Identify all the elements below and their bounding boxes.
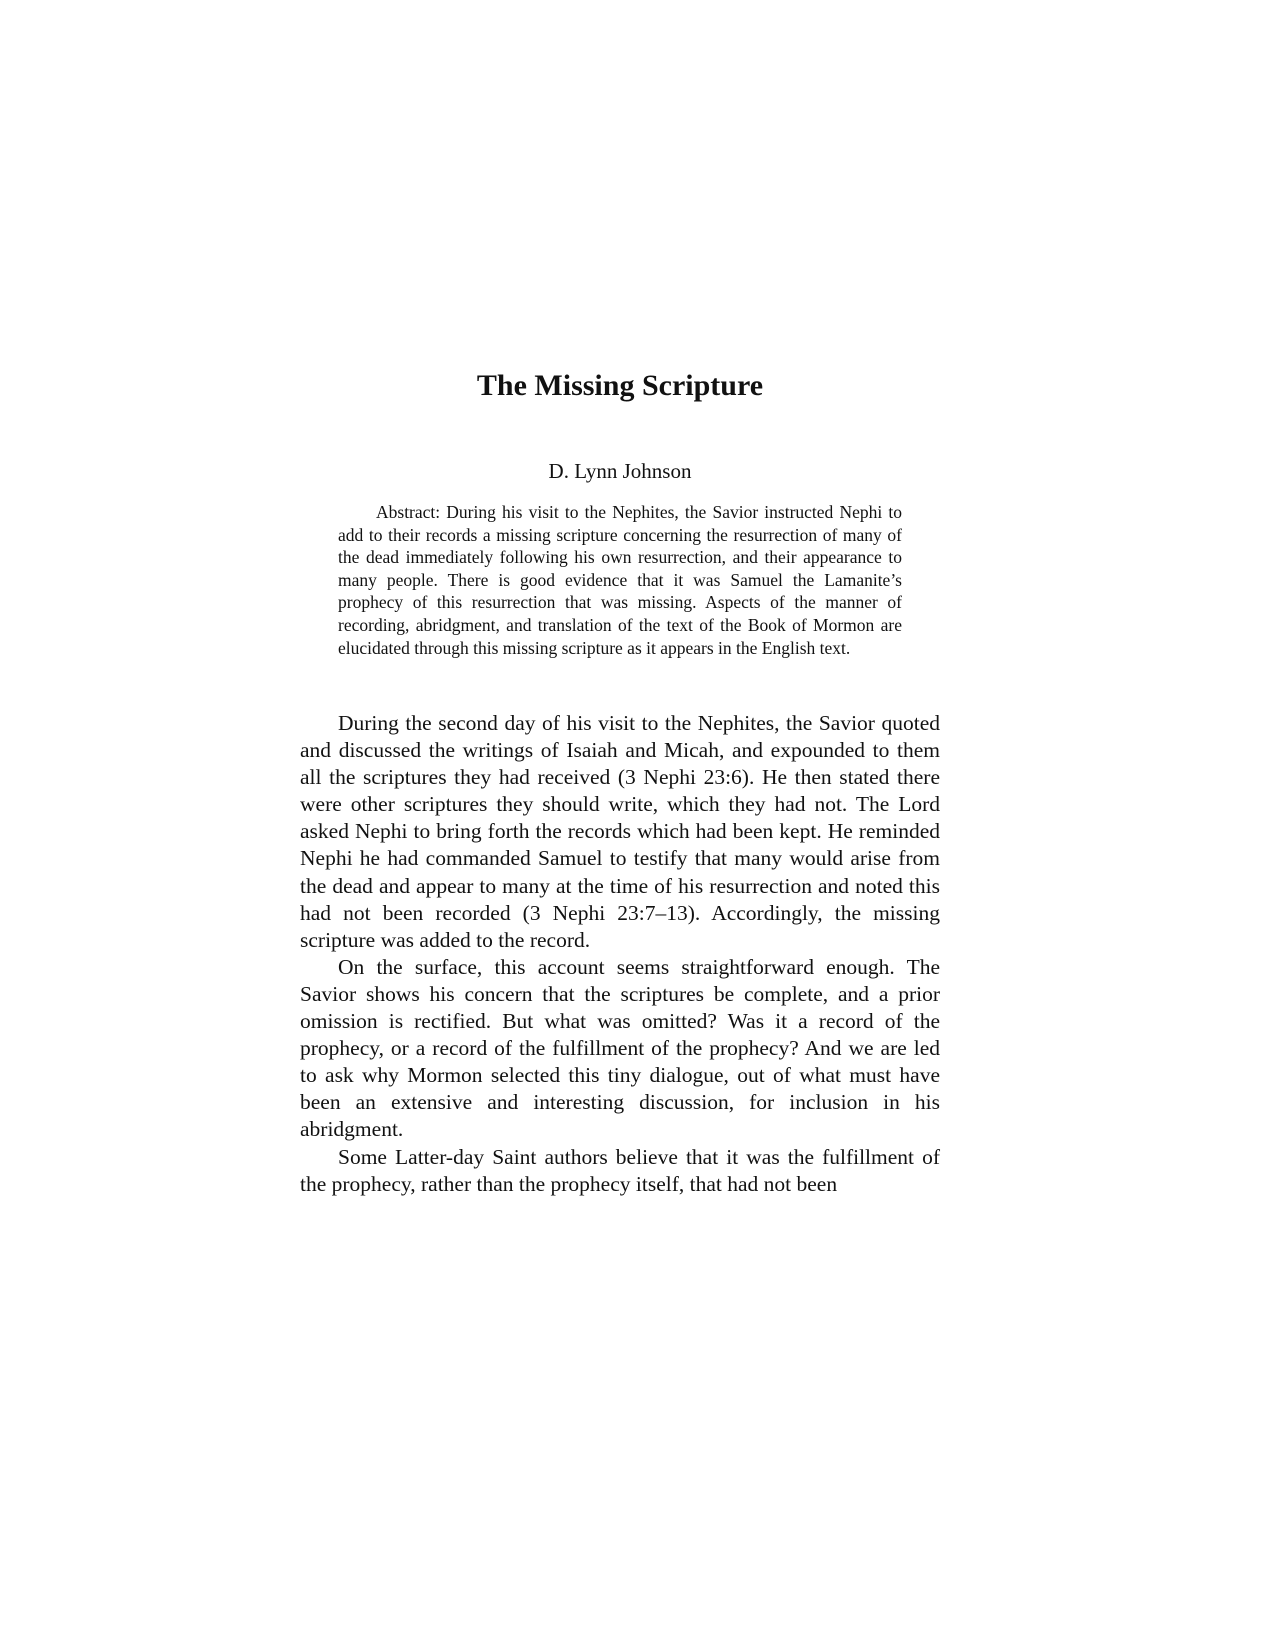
article-author: D. Lynn Johnson (548, 459, 692, 483)
body-paragraph: On the surface, this account seems straightforward enough. The Savior shows his concern that the scriptures be complete, and a prior omission is rectified. But what was omitted? Was it a record of the prophecy, or a record of the fulfillment of the prophecy? And we are led to ask why Mormon selected this tiny dialogue, out of what must have been an extensive and interesting discussion, for inclusion in his abridgment. (300, 954, 940, 1142)
body-paragraph: During the second day of his visit to the Nephites, the Savior quoted and discussed the writings of Isaiah and Micah, and expounded to them all the scriptures they had received (3 Nephi 23:6). He then stated there were other scriptures they should write, which they had not. The Lord asked Nephi to bring forth the records which had been kept. He reminded Nephi he had commanded Samuel to testify that many would arise from the dead and appear to many at the time of his resurrection and noted this had not been recorded (3 Nephi 23:7–13). Accordingly, the missing scripture was added to the record. (300, 711, 940, 952)
article-title: The Missing Scripture (476, 369, 764, 402)
article-abstract: Abstract: During his visit to the Nephites, the Savior instructed Nephi to add to their records a missing scripture concerning the resurrection of many of the dead immediately following his own resurrection, and their appearance to many people. There is good evidence that it was Samuel the Lamanite’s prophecy of this resurrection that was missing. Aspects of the manner of recording, abridgment, and translation of the text of the Book of Mormon are elucidated through this missing scripture as it appears in the English text. (338, 502, 902, 658)
article-body (300, 710, 940, 1198)
body-paragraph: Some Latter-day Saint authors believe that it was the fulfillment of the prophecy, rather than the prophecy itself, that had not been (300, 1144, 940, 1196)
